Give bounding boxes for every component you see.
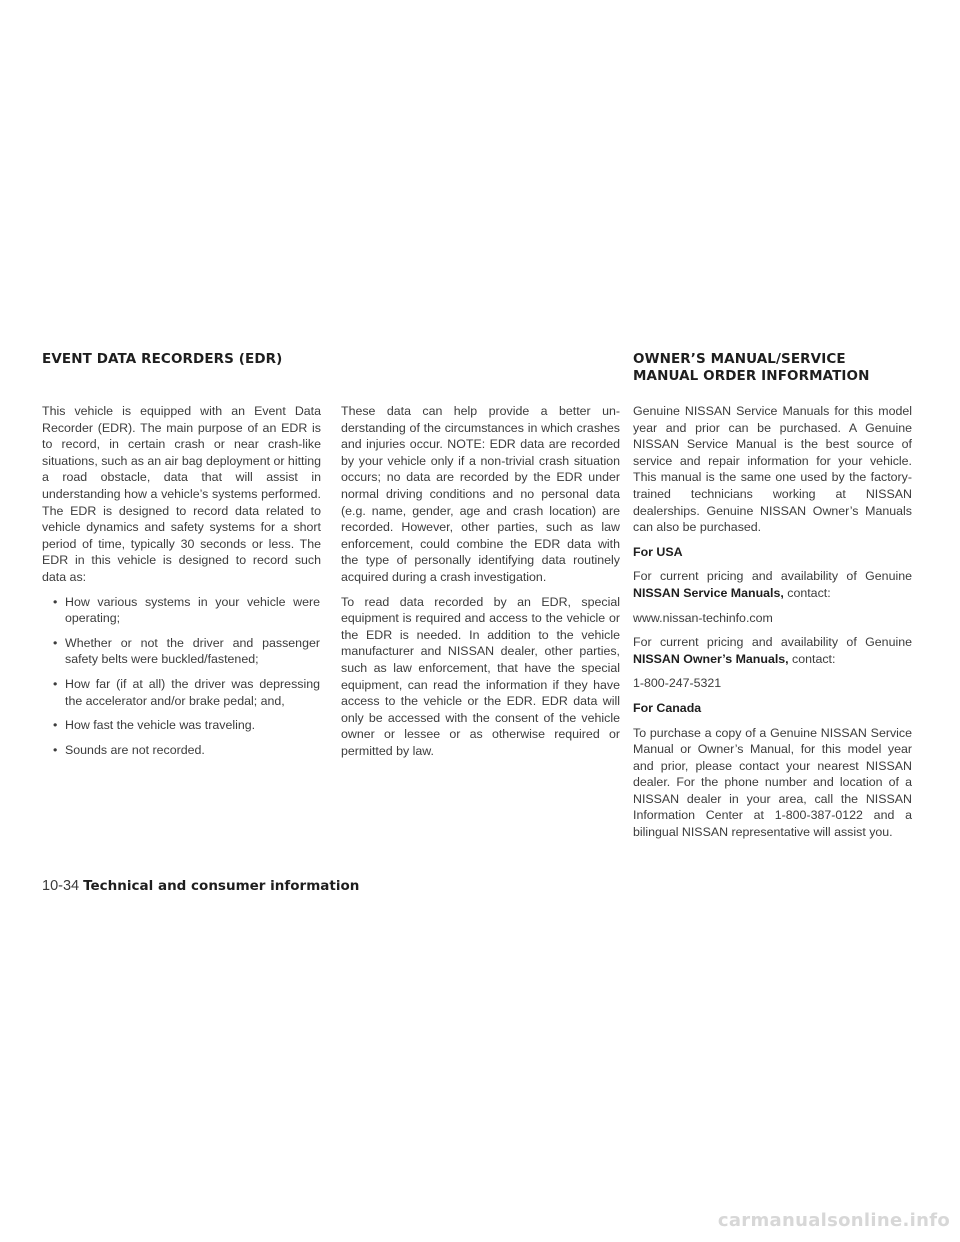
canada-subheading: For Canada [633, 700, 702, 715]
list-item [42, 676, 321, 709]
page-footer [42, 877, 359, 895]
manual-order-heading-line1: OWNER’S MANUAL/SERVICE [633, 351, 846, 367]
bullet-icon: • [53, 635, 58, 650]
bullet-text: How far (if at all) the driver was depressing the accelerator and/or brake pedal; and, [65, 676, 320, 708]
page-number: 10-34 [42, 878, 80, 894]
list-item [42, 594, 321, 627]
watermark-text: carmanualsonline.info [717, 1210, 950, 1231]
list-item [42, 742, 321, 759]
edr-data-paragraph: These data can help provide a better understanding of the circumstances in which crashes and injuries occur. NOTE: EDR data are recorded by your vehicle only if a non-trivial crash situation occurs; no data are recorded by the EDR under normal driving conditions and no personal data (e.g. name, gender, age and crash location) are recorded. However, other parties, such as law enforcement, could combine the EDR data with the type of personally identifying data routinely acquired during a crash investigation. [341, 404, 620, 584]
usa-owner-contact-text: contact: [788, 651, 836, 666]
usa-owner-manual-paragraph [633, 634, 912, 667]
usa-owner-manuals-label: NISSAN Owner’s Manuals, [633, 651, 789, 666]
usa-service-manuals-label: NISSAN Service Manuals, [633, 585, 784, 600]
usa-subheading: For USA [633, 544, 683, 559]
list-item [42, 717, 321, 734]
usa-owner-text: For current pricing and availability of Genuine [633, 635, 912, 650]
edr-heading: EVENT DATA RECORDERS (EDR) [42, 351, 283, 367]
bullet-icon: • [53, 742, 58, 757]
list-item [42, 635, 321, 668]
usa-service-contact-text: contact: [783, 585, 831, 600]
bullet-icon: • [53, 676, 58, 691]
edr-intro-paragraph: This vehicle is equipped with an Event Data Recorder (EDR). The main purpose of an EDR is to record, in certain crash or near crash-like situations, such as an air bag deployment or hitting a road obstacle, data that will assist in understanding how a vehicle’s systems performed. The EDR is designed to record data related to vehicle dynamics and safety systems for a short period of time, typically 30 seconds or less. The EDR in this vehicle is designed to record such data as: [42, 404, 321, 584]
edr-column [42, 403, 321, 766]
usa-service-text: For current pricing and availability of Genuine [633, 569, 912, 584]
bullet-text: Sounds are not recorded. [65, 742, 205, 757]
canada-paragraph: To purchase a copy of a Genuine NISSAN Service Manual or Owner’s Manual, for this model year and prior, please contact your nearest NISSAN dealer. For the phone number and location of a NISSAN dealer in your area, call the NISSAN Information Center at 1-800-387-0122 and a bilingual NISSAN representative will assist you. [633, 725, 912, 840]
bullet-icon: • [53, 594, 58, 609]
manual-intro-paragraph: Genuine NISSAN Service Manuals for this model year and prior can be purchased. A Genuine NISSAN Service Manual is the best source of service and repair information for your vehicle. This manual is the same one used by the factory-trained technicians working at NISSAN dealerships. Genuine NISSAN Owner’s Manuals can also be purchased. [633, 404, 912, 535]
usa-phone-number: 1-800-247-5321 [633, 676, 722, 691]
usa-service-manual-paragraph [633, 568, 912, 601]
bullet-text: Whether or not the driver and passenger safety belts were buckled/fastened; [65, 635, 320, 667]
bullet-text: How fast the vehicle was traveling. [65, 718, 256, 733]
edr-access-paragraph: To read data recorded by an EDR, special equipment is required and access to the vehicle or the EDR is needed. In addition to the vehicle manufacturer and NISSAN dealer, other parties, such as law enforcement, that have the special equipment, can read the information if they have access to the vehicle or the EDR. EDR data will only be accessed with the consent of the vehicle owner or lessee or as otherwise required or permitted by law. [341, 594, 620, 758]
edr-bullet-list [42, 594, 321, 759]
bullet-text: How various systems in your vehicle were operating; [65, 594, 320, 626]
manual-order-heading [633, 351, 870, 385]
manual-order-column [633, 403, 912, 849]
manual-order-heading-line2: MANUAL ORDER INFORMATION [633, 368, 870, 384]
bullet-icon: • [53, 718, 58, 733]
edr-continued-column [341, 403, 620, 767]
section-title: Technical and consumer information [83, 878, 360, 894]
techinfo-url: www.nissan-techinfo.com [633, 610, 773, 625]
